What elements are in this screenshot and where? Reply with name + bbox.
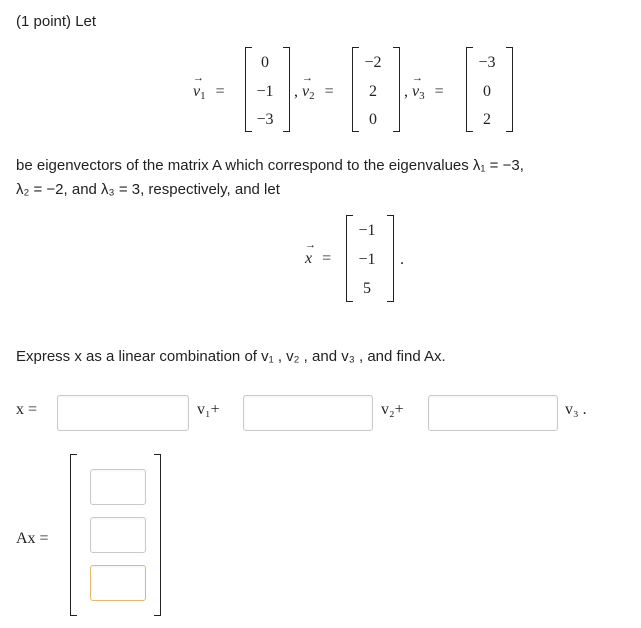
x-entry: −1 (358, 251, 376, 268)
v2-label: , → $v_2$ = (294, 83, 334, 102)
v1-entry: −1 (256, 83, 274, 100)
x-entry: −1 (358, 222, 376, 239)
coefficient-3-input[interactable] (428, 395, 558, 431)
v3-label: , → $v_3$ = (404, 83, 444, 102)
v1-entry: −3 (256, 111, 274, 128)
v2-entry: −2 (364, 54, 382, 71)
x-label: → x = (305, 250, 331, 268)
v3-entry: 0 (483, 83, 491, 100)
body-line-1: be eigenvectors of the matrix A which correspond to the eigenvalues λ₁ = −3, (16, 157, 524, 174)
body-line-2: λ₂ = −2, and λ₃ = 3, respectively, and let (16, 181, 280, 198)
v2-entry: 0 (369, 111, 377, 128)
v3-entry: −3 (478, 54, 496, 71)
ax-entry-2-input[interactable] (90, 517, 146, 553)
instruction-text: Express x as a linear combination of v₁ , v₂ , and v₃ , and find Ax. (16, 348, 446, 365)
combo-term-3: v₃ . (565, 401, 587, 418)
ax-entry-1-input[interactable] (90, 469, 146, 505)
v2-right-bracket (393, 47, 400, 132)
combo-lhs: x = (16, 401, 38, 418)
v2-entry: 2 (369, 83, 377, 100)
ax-left-bracket (70, 454, 77, 616)
problem-header: (1 point) Let (16, 13, 97, 30)
coefficient-2-input[interactable] (243, 395, 373, 431)
ax-right-bracket (154, 454, 161, 616)
v1-right-bracket (283, 47, 290, 132)
combo-term-2: v₂+ (381, 401, 404, 418)
combo-term-1: v₁+ (197, 401, 220, 418)
v1-entry: 0 (261, 54, 269, 71)
x-trailing-period: . (400, 251, 404, 268)
x-entry: 5 (363, 280, 371, 297)
ax-lhs: Ax = (16, 530, 49, 547)
x-right-bracket (387, 215, 394, 302)
v1-label: → $v_1$ = (193, 83, 225, 102)
ax-entry-3-input[interactable] (90, 565, 146, 601)
coefficient-1-input[interactable] (57, 395, 189, 431)
v3-right-bracket (506, 47, 513, 132)
v3-entry: 2 (483, 111, 491, 128)
